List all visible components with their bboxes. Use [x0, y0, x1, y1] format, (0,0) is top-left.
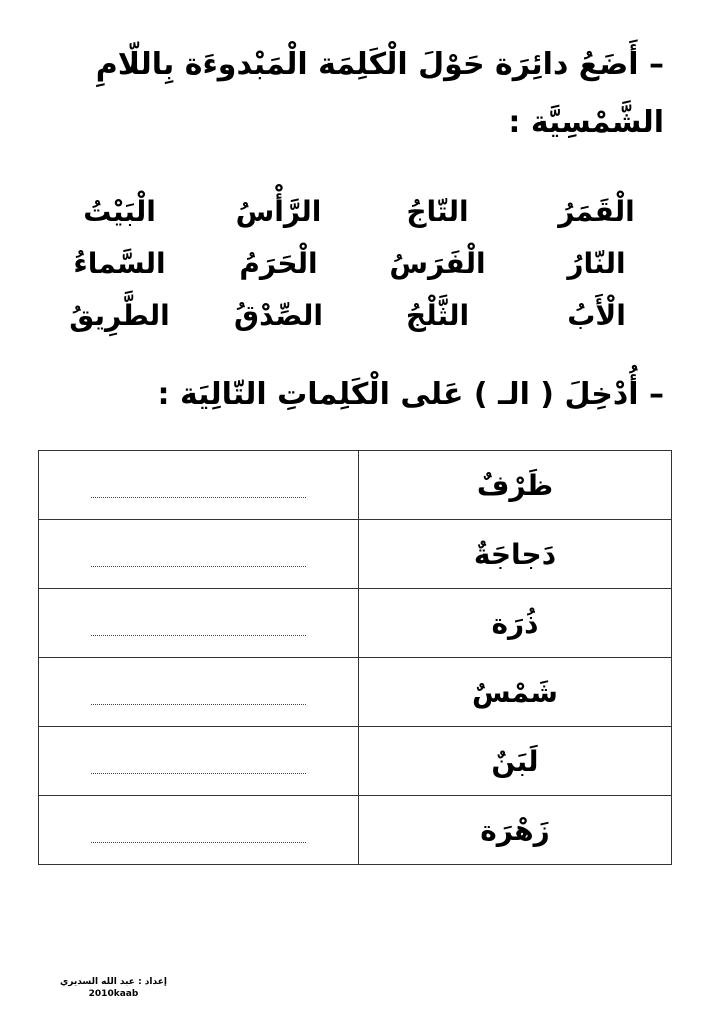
answer-blank[interactable] [39, 520, 359, 589]
table-word: شَمْسٌ [359, 658, 672, 727]
dotted-line [91, 552, 306, 567]
table-word: زَهْرَة [359, 796, 672, 865]
instruction-circle-shamsi: – أَضَعُ دائِرَة حَوْلَ الْكَلِمَة الْمَبْدوءَة بِاللّامِ [95, 47, 664, 82]
grid-word[interactable]: الْفَرَسُ [389, 247, 486, 280]
grid-word[interactable]: السَّماءُ [73, 247, 166, 280]
grid-word[interactable]: الْحَرَمُ [239, 247, 318, 280]
dotted-line [91, 759, 306, 774]
footer-code: 2010kaab [88, 989, 139, 999]
table-row [39, 796, 672, 865]
grid-word[interactable]: الْقَمَرُ [558, 195, 635, 228]
footer [60, 976, 167, 1000]
grid-word[interactable]: الْبَيْتُ [83, 195, 156, 228]
grid-word[interactable]: الثَّلْجُ [405, 299, 470, 332]
grid-word[interactable]: الصِّدْقُ [234, 299, 323, 332]
dotted-line [91, 621, 306, 636]
table-row [39, 451, 672, 520]
table-word: لَبَنٌ [359, 727, 672, 796]
table-word: ذُرَة [359, 589, 672, 658]
instruction-add-al: – أُدْخِلَ ( الـ ) عَلى الْكَلِماتِ التّالِيَة : [157, 377, 664, 412]
answer-blank[interactable] [39, 589, 359, 658]
grid-word[interactable]: التّاجُ [406, 195, 469, 228]
word-grid [40, 190, 676, 338]
table-word: ظَرْفٌ [359, 451, 672, 520]
grid-word[interactable]: الْأَبُ [567, 299, 626, 332]
dotted-line [91, 828, 306, 843]
answer-blank[interactable] [39, 727, 359, 796]
table-row [39, 520, 672, 589]
dotted-line [91, 690, 306, 705]
answer-blank[interactable] [39, 451, 359, 520]
exercise-table [38, 450, 672, 865]
table-word: دَجاجَةٌ [359, 520, 672, 589]
answer-blank[interactable] [39, 658, 359, 727]
footer-author: إعداد : عبد الله السديري [60, 977, 167, 987]
table-row [39, 658, 672, 727]
grid-word[interactable]: النّارُ [567, 247, 626, 280]
grid-word[interactable]: الطَّرِيقُ [69, 299, 170, 332]
instruction-circle-shamsi-continued: الشَّمْسِيَّة : [508, 105, 664, 140]
grid-word[interactable]: الرَّأْسُ [235, 195, 322, 228]
answer-blank[interactable] [39, 796, 359, 865]
dotted-line [91, 483, 306, 498]
table-row [39, 589, 672, 658]
table-row [39, 727, 672, 796]
